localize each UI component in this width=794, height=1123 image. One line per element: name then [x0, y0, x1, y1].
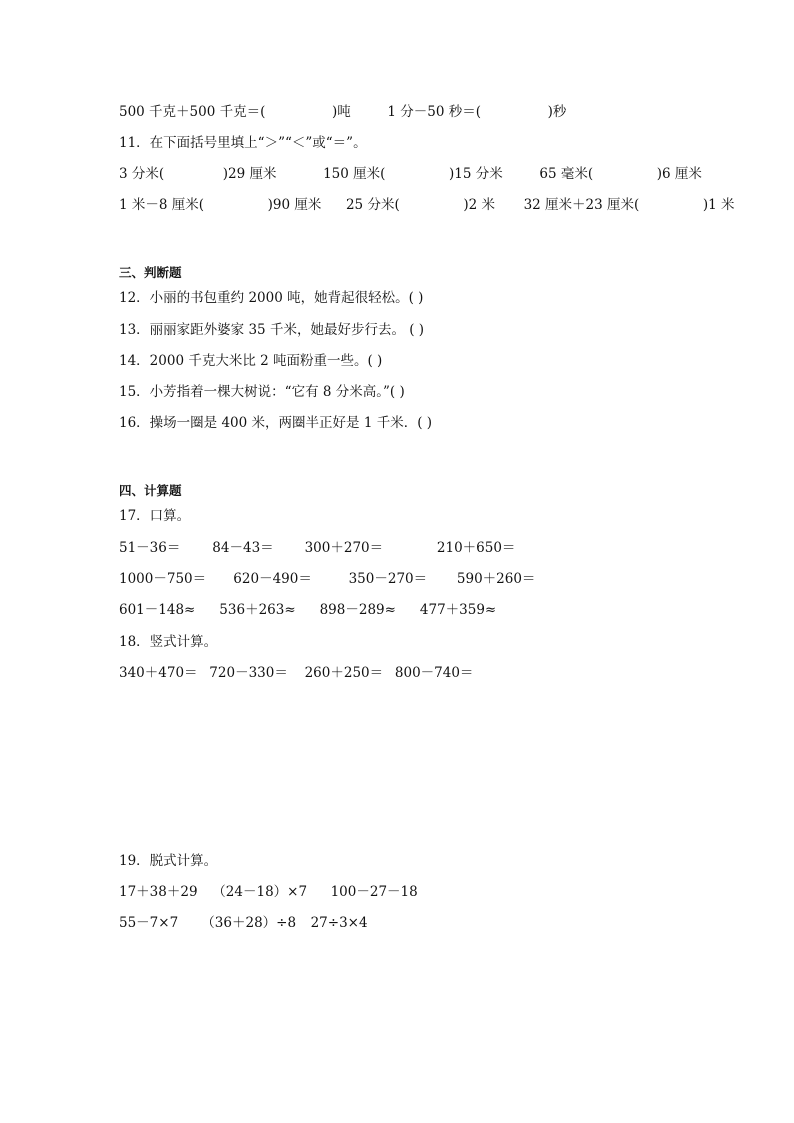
vertical-calc-item: 340＋470＝: [119, 665, 198, 681]
oral-calc-item: 84－43＝: [212, 540, 274, 556]
oral-calc-item: 477＋359≈: [419, 602, 497, 618]
compare-text: 3 分米(: [119, 166, 165, 182]
question-17-title: 17．口算。: [119, 508, 191, 524]
oral-calc-item: 51－36＝: [119, 540, 181, 556]
compare-text: )15 分米: [449, 166, 503, 182]
judge-item-15: 15．小芳指着一棵大树说：“它有 8 分米高。”( ): [119, 384, 405, 400]
vertical-calc-row: [119, 663, 473, 683]
compare-text: 1 米－8 厘米(: [119, 197, 205, 213]
step-calc-row-2: [119, 913, 368, 933]
oral-calc-row-3: [119, 600, 496, 620]
vertical-calc-item: 720－330＝: [209, 665, 288, 681]
oral-calc-item: 1000－750＝: [119, 571, 207, 587]
compare-text: )29 厘米: [222, 166, 277, 182]
oral-calc-item: 210＋650＝: [436, 540, 516, 556]
conversion-text: 1 分－50 秒＝(: [387, 104, 481, 120]
compare-text: )6 厘米: [656, 166, 702, 182]
compare-text: 32 厘米＋23 厘米(: [523, 197, 640, 213]
compare-text: )1 米: [702, 197, 735, 213]
oral-calc-item: 350－270＝: [348, 571, 428, 587]
compare-text: 65 毫米(: [539, 166, 594, 182]
conversion-text: )秒: [547, 104, 567, 120]
step-calc-item: （36＋28）÷8: [201, 915, 297, 931]
section-4-heading: 四、计算题: [119, 483, 182, 498]
step-calc-item: （24－18）×7: [212, 884, 308, 900]
judge-item-12: 12．小丽的书包重约 2000 吨，她背起很轻松。( ): [119, 290, 424, 306]
conversion-line: [119, 102, 566, 122]
oral-calc-item: 590＋260＝: [456, 571, 536, 587]
step-calc-item: 17＋38＋29: [119, 884, 198, 900]
oral-calc-item: 620－490＝: [233, 571, 312, 587]
step-calc-item: 55－7×7: [119, 915, 179, 931]
compare-text: 25 分米(: [345, 197, 400, 213]
question-18-title: 18．竖式计算。: [119, 634, 218, 650]
conversion-text: )吨: [331, 104, 351, 120]
step-calc-item: 100－27－18: [330, 884, 418, 900]
conversion-text: 500 千克＋500 千克＝(: [119, 104, 266, 120]
question-11-title: 11．在下面括号里填上“＞”“＜”或“＝”。: [119, 135, 367, 151]
judge-item-14: 14．2000 千克大米比 2 吨面粉重一些。( ): [119, 353, 383, 369]
compare-text: )2 米: [463, 197, 495, 213]
oral-calc-item: 536＋263≈: [219, 602, 296, 618]
compare-text: )90 厘米: [267, 197, 322, 213]
compare-text: 150 厘米(: [323, 166, 386, 182]
oral-calc-row-2: [119, 569, 535, 589]
vertical-calc-item: 800－740＝: [394, 665, 474, 681]
oral-calc-row-1: [119, 538, 515, 558]
vertical-calc-item: 260＋250＝: [304, 665, 384, 681]
section-3-heading: 三、判断题: [119, 265, 182, 280]
question-11-row-1: [119, 164, 702, 184]
judge-item-13: 13．丽丽家距外婆家 35 千米，她最好步行去。 ( ): [119, 322, 425, 338]
oral-calc-item: 601－148≈: [119, 602, 196, 618]
oral-calc-item: 300＋270＝: [304, 540, 384, 556]
step-calc-item: 27÷3×4: [310, 915, 368, 931]
step-calc-row-1: [119, 882, 418, 902]
oral-calc-item: 898－289≈: [319, 602, 396, 618]
question-11-row-2: [119, 195, 735, 215]
question-19-title: 19．脱式计算。: [119, 853, 218, 869]
judge-item-16: 16．操场一圈是 400 米，两圈半正好是 1 千米．( ): [119, 415, 433, 431]
